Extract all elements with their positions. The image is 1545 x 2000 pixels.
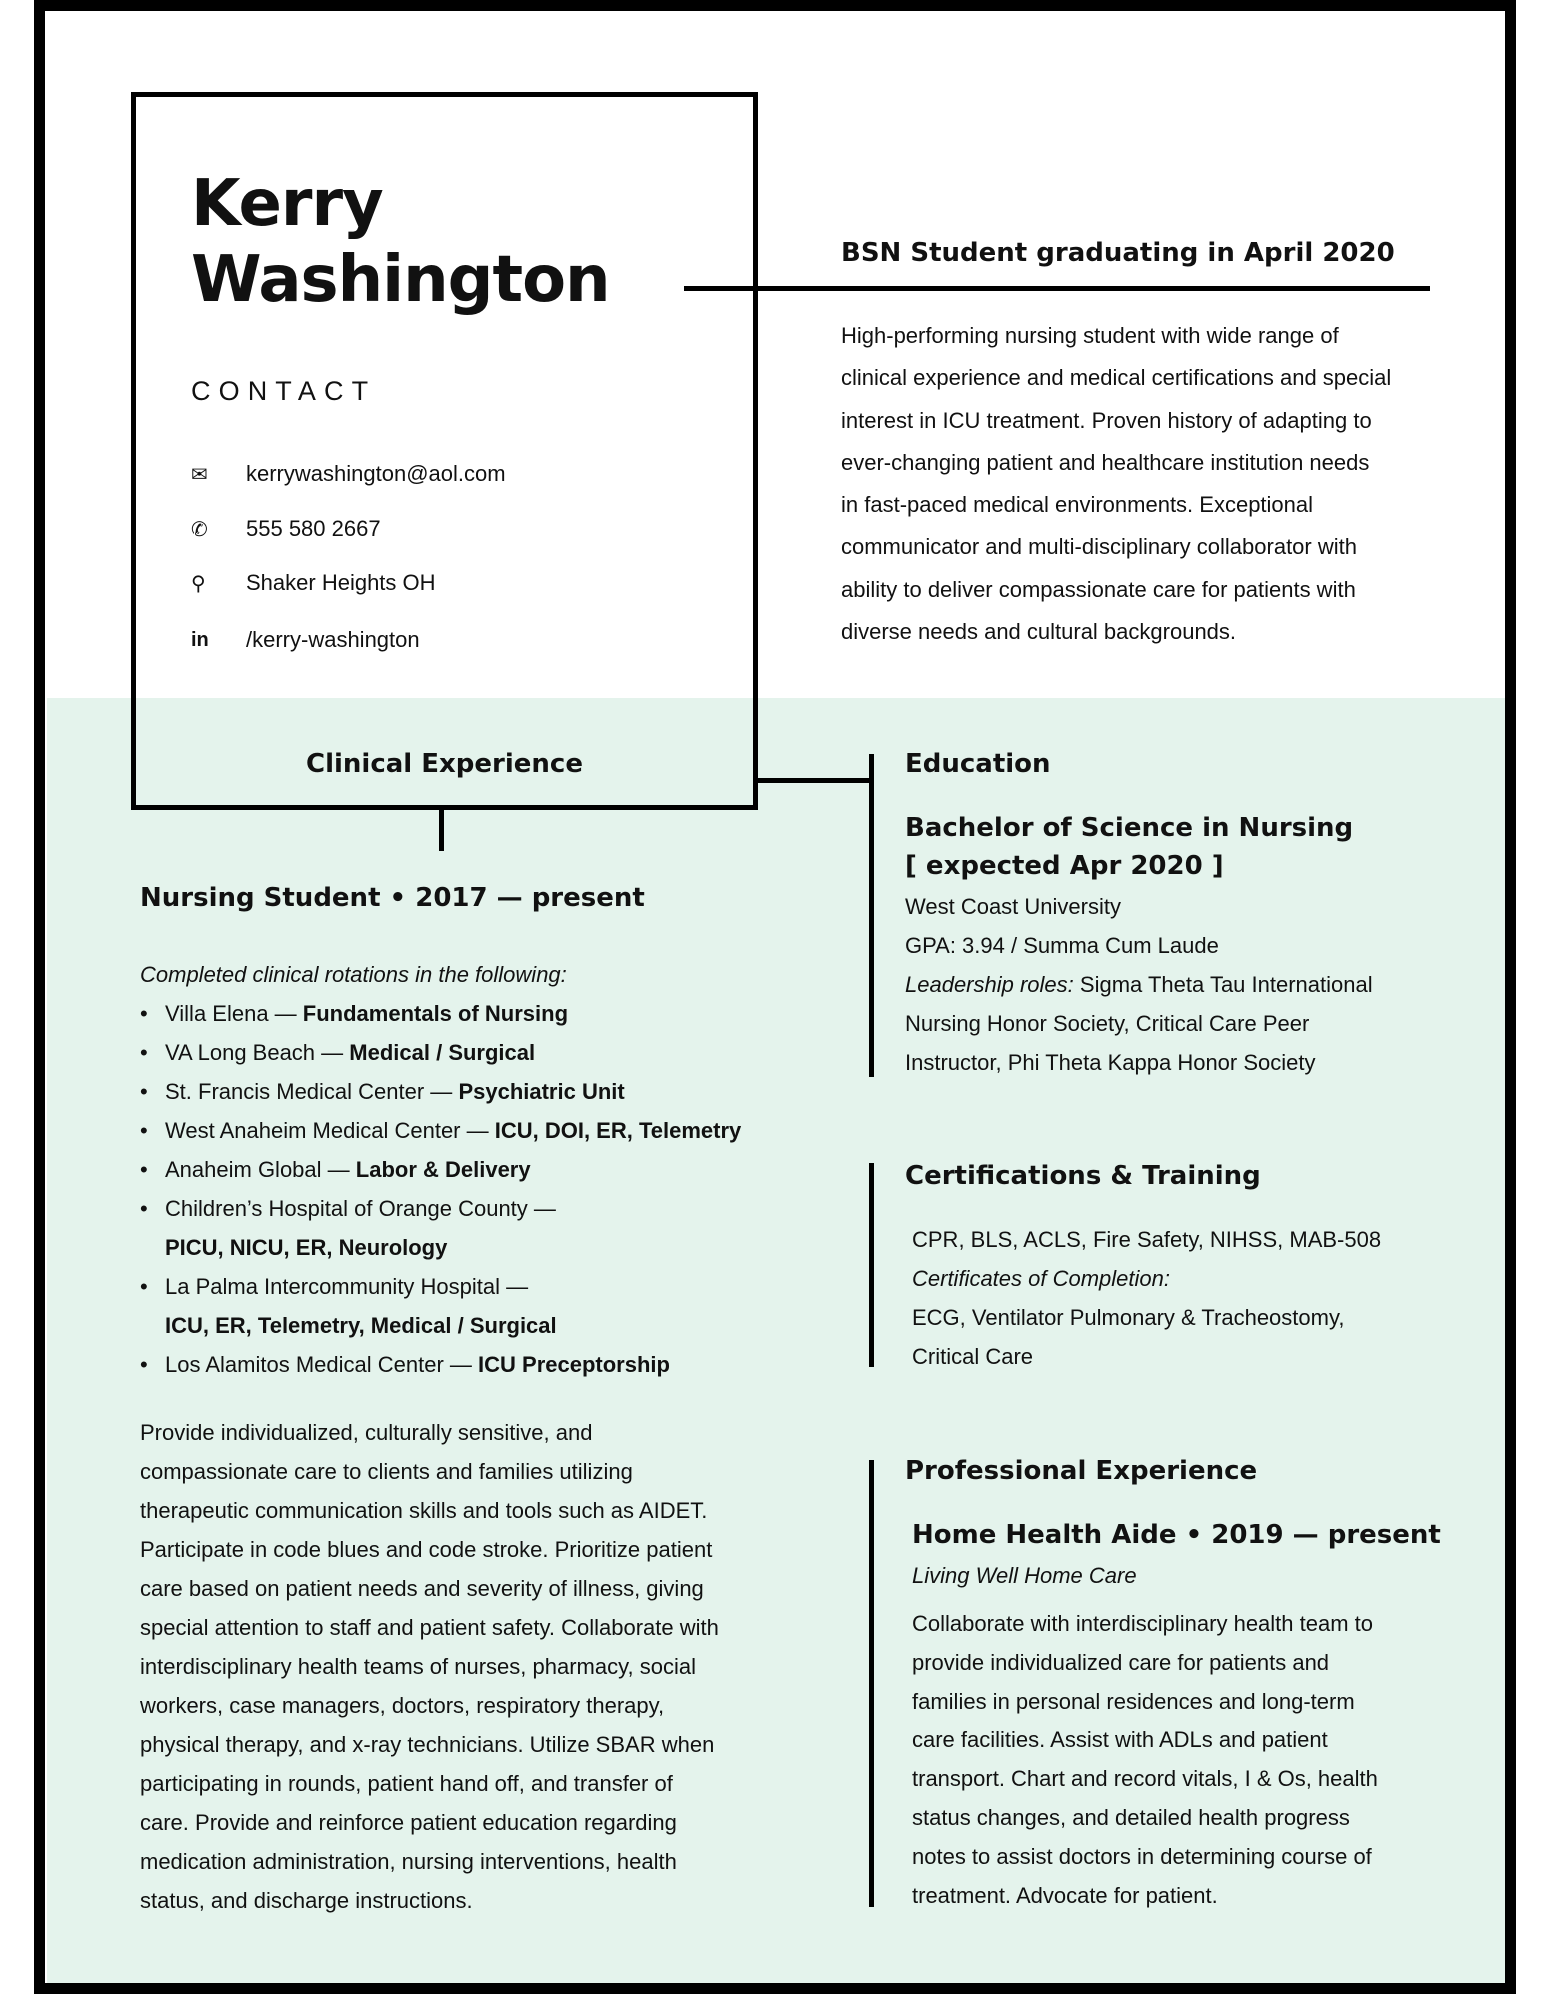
completion-line: ECG, Ventilator Pulmonary & Tracheostomy, [912,1305,1345,1330]
rotation-unit: ICU, ER, Telemetry, Medical / Surgical [165,1313,557,1338]
rotations-intro: Completed clinical rotations in the following: [140,962,567,987]
summary-line: ability to deliver compassionate care for patients with [841,576,1356,602]
professional-line: transport. Chart and record vitals, I & Os, health [912,1766,1378,1792]
summary-text [841,315,1391,653]
education-heading: Education [905,749,1051,779]
rotation-place: Villa Elena — [165,1001,303,1026]
rotation-unit: Medical / Surgical [349,1040,536,1065]
education-details [905,888,1373,1083]
completion-line: Critical Care [912,1344,1034,1369]
clinical-description [140,1413,719,1920]
candidate-name [191,166,610,318]
clinical-line: care based on patient needs and severity of illness, giving [140,1576,704,1601]
rotation-place: VA Long Beach — [165,1040,350,1065]
clinical-line: compassionate care to clients and families utilizing [140,1459,633,1484]
list-item [140,1111,741,1150]
phone-text: 555 580 2667 [246,516,381,541]
leadership-label: Leadership roles: [905,971,1074,997]
rotation-unit: PICU, NICU, ER, Neurology [165,1235,448,1260]
rotation-place: St. Francis Medical Center — [165,1079,459,1104]
clinical-heading: Clinical Experience [306,749,583,779]
degree: Bachelor of Science in Nursing [905,813,1354,843]
clinical-line: Participate in code blues and code stroke. Prioritize patient [140,1537,713,1562]
rotation-place: Los Alamitos Medical Center — [165,1352,479,1377]
summary-line: in fast-paced medical environments. Exceptional [841,492,1314,518]
rotation-unit: Fundamentals of Nursing [302,1001,569,1026]
rotation-unit: ICU, DOI, ER, Telemetry [494,1118,742,1143]
linkedin-icon: in [191,628,209,651]
summary-line: ever-changing patient and healthcare institution needs [841,449,1370,475]
envelope-icon: ✉ [191,463,208,486]
leadership-line: Sigma Theta Tau International [1073,971,1373,997]
clinical-line: status, and discharge instructions. [140,1888,473,1913]
completion-label: Certificates of Completion: [912,1266,1170,1291]
professional-line: care facilities. Assist with ADLs and patient [912,1727,1328,1753]
certs-list: CPR, BLS, ACLS, Fire Safety, NIHSS, MAB-508 [912,1227,1382,1252]
first-name: Kerry [191,167,383,241]
clinical-line: Provide individualized, culturally sensitive, and [140,1420,593,1445]
professional-line: provide individualized care for patients and [912,1649,1330,1675]
degree-expected: [ expected Apr 2020 ] [905,851,1224,881]
certifications-heading: Certifications & Training [905,1161,1261,1191]
phone-icon: ✆ [191,518,208,541]
list-item [140,1033,741,1072]
rotation-place: Children’s Hospital of Orange County — [165,1196,556,1221]
professional-heading: Professional Experience [905,1456,1258,1486]
leadership-line: Nursing Honor Society, Critical Care Peer [905,1010,1310,1036]
contact-location [191,568,436,598]
clinical-line: physical therapy, and x-ray technicians. Utilize SBAR when [140,1732,715,1757]
location-pin-icon: ⚲ [191,572,206,595]
contact-phone[interactable] [191,514,381,544]
gpa: GPA: 3.94 / Summa Cum Laude [905,932,1219,958]
vertical-line-certifications [869,1163,874,1367]
contact-email[interactable] [191,459,506,489]
rotations-block [140,955,741,1384]
last-name: Washington [191,243,610,317]
school: West Coast University [905,894,1121,919]
professional-line: status changes, and detailed health progress [912,1804,1350,1830]
rotation-unit: Psychiatric Unit [458,1079,625,1104]
professional-line: Collaborate with interdisciplinary health team to [912,1611,1374,1636]
summary-line: interest in ICU treatment. Proven history of adapting to [841,407,1372,433]
professional-line: notes to assist doctors in determining course of [912,1843,1372,1869]
clinical-line: therapeutic communication skills and tools such as AIDET. [140,1498,708,1523]
employer: Living Well Home Care [912,1563,1137,1588]
leadership-line: Instructor, Phi Theta Kappa Honor Society [905,1049,1316,1075]
certifications-details [912,1220,1381,1376]
summary-title: BSN Student graduating in April 2020 [841,238,1395,268]
list-item [140,1072,741,1111]
connector-clinical [439,810,444,851]
degree-block [905,809,1353,885]
summary-line: diverse needs and cultural backgrounds. [841,619,1237,645]
contact-linkedin[interactable] [191,625,420,655]
professional-line: families in personal residences and long-term [912,1688,1355,1714]
clinical-line: workers, case managers, doctors, respiratory therapy, [140,1693,665,1718]
rotation-place: Anaheim Global — [165,1157,356,1182]
clinical-line: care. Provide and reinforce patient education regarding [140,1810,677,1835]
contact-heading: CONTACT [191,376,377,406]
summary-line: communicator and multi-disciplinary collaborator with [841,534,1357,560]
list-item [140,1267,741,1345]
email-text: kerrywashington@aol.com [246,461,506,486]
professional-line: treatment. Advocate for patient. [912,1882,1218,1908]
connector-summary [684,286,1430,291]
professional-description [912,1605,1378,1915]
summary-line: High-performing nursing student with wide range of [841,323,1339,348]
vertical-line-professional [869,1460,874,1907]
summary-line: clinical experience and medical certifications and special [841,365,1392,391]
clinical-line: participating in rounds, patient hand off, and transfer of [140,1771,673,1796]
clinical-line: special attention to staff and patient safety. Collaborate with [140,1615,719,1640]
rotations-list [140,994,741,1384]
vertical-line-education [869,754,874,1077]
connector-education [758,778,871,783]
rotation-unit: Labor & Delivery [355,1157,531,1182]
list-item [140,1189,741,1267]
clinical-role: Nursing Student • 2017 — present [140,883,645,913]
linkedin-text: /kerry-washington [246,627,420,652]
clinical-line: interdisciplinary health teams of nurses, pharmacy, social [140,1654,696,1679]
location-text: Shaker Heights OH [246,570,436,595]
professional-role: Home Health Aide • 2019 — present [912,1520,1441,1550]
list-item [140,994,741,1033]
clinical-line: medication administration, nursing interventions, health [140,1849,677,1874]
rotation-unit: ICU Preceptorship [478,1352,670,1377]
list-item [140,1150,741,1189]
list-item [140,1345,741,1384]
rotation-place: La Palma Intercommunity Hospital — [165,1274,529,1299]
rotation-place: West Anaheim Medical Center — [165,1118,495,1143]
